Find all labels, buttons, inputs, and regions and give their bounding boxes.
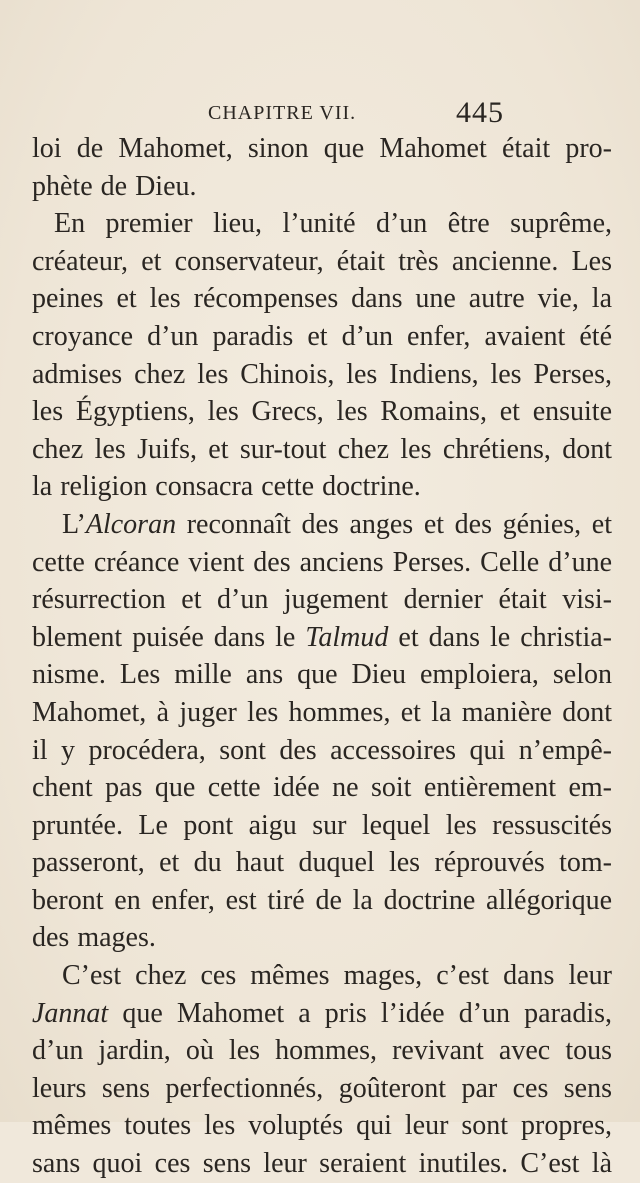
text-line: chent pas que cette idée ne soit entièrement em-	[32, 772, 612, 804]
text-line: créateur, et conservateur, était très ancienne. Les	[32, 245, 612, 277]
text-line: chez les Juifs, et sur-tout chez les chrétiens, dont	[32, 433, 612, 465]
text-line: C’est chez ces mêmes mages, c’est dans leur	[62, 960, 612, 992]
text-line: loi de Mahomet, sinon que Mahomet était pro-	[32, 133, 612, 164]
text-line: blement puisée dans le Talmud et dans le christia-	[32, 621, 612, 653]
text-line: il y procédera, sont des accessoires qui n’empê-	[32, 734, 612, 766]
text-line: peines et les récompenses dans une autre vie, la	[32, 283, 612, 315]
text-line: mêmes toutes les voluptés qui leur sont propres,	[32, 1110, 612, 1142]
text-line: nisme. Les mille ans que Dieu emploiera, selon	[32, 659, 612, 691]
text-line: admises chez les Chinois, les Indiens, les Perses,	[32, 358, 612, 390]
text-line: résurrection et d’un jugement dernier était visi-	[32, 584, 612, 616]
text-line: les Égyptiens, les Grecs, les Romains, et ensuite	[32, 396, 612, 428]
text-line: pruntée. Le pont aigu sur lequel les ressuscités	[32, 809, 612, 841]
text-line: En premier lieu, l’unité d’un être suprême,	[54, 208, 612, 240]
body-text	[32, 130, 612, 1183]
text-line: leurs sens perfectionnés, goûteront par ces sens	[32, 1072, 612, 1104]
italic-term: Jannat	[32, 997, 109, 1029]
text-line: croyance d’un paradis et d’un enfer, avaient été	[32, 320, 612, 352]
italic-term: Talmud	[305, 621, 389, 653]
text-line: cette créance vient des anciens Perses. Celle d’une	[32, 546, 612, 578]
text-line: passeront, et du haut duquel les réprouvés tom-	[32, 847, 612, 879]
text-line: d’un jardin, où les hommes, revivant avec tous	[32, 1035, 612, 1067]
page-number: 445	[456, 96, 504, 129]
text-line: L’Alcoran reconnaît des anges et des génies, et	[62, 508, 612, 540]
italic-term: Alcoran	[85, 508, 177, 540]
chapter-title: CHAPITRE VII.	[208, 102, 357, 124]
text-line: Jannat que Mahomet a pris l’idée d’un paradis,	[32, 997, 612, 1029]
text-line: des mages.	[32, 922, 156, 954]
text-line: beront en enfer, est tiré de la doctrine allégorique	[32, 884, 612, 916]
text-line: sans quoi ces sens leur seraient inutiles. C’est là	[32, 1148, 612, 1180]
text-line: Mahomet, à juger les hommes, et la manière dont	[32, 696, 612, 728]
text-line: la religion consacra cette doctrine.	[32, 471, 421, 503]
text-line: phète de Dieu.	[32, 170, 197, 202]
